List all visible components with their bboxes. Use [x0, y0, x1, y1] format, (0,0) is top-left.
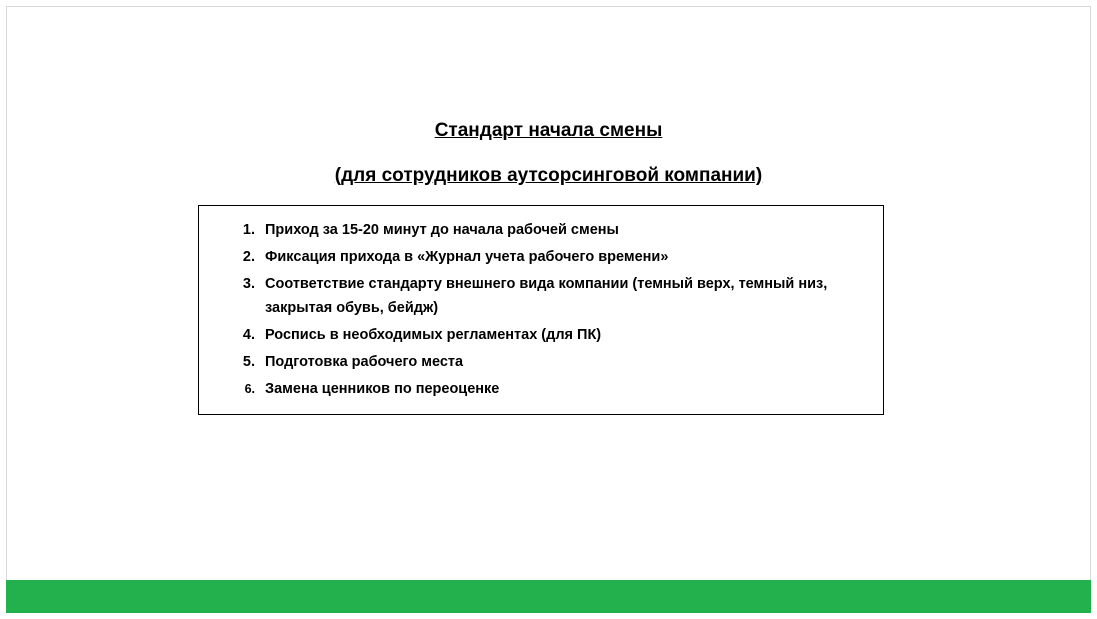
list-item: Соответствие стандарту внешнего вида компании (темный верх, темный низ, закрытая обувь, бейдж) — [265, 276, 828, 316]
list-item: Фиксация прихода в «Журнал учета рабочего времени» — [265, 249, 669, 265]
footer-accent-bar — [6, 580, 1091, 613]
list-item: Роспись в необходимых регламентах (для ПК) — [265, 327, 602, 343]
slide-left-edge — [6, 6, 7, 613]
slide-right-edge — [1090, 6, 1091, 613]
list-item: Подготовка рабочего места — [265, 354, 464, 370]
checklist — [209, 218, 873, 401]
slide-title-secondary: (для сотрудников аутсорсинговой компании) — [334, 165, 763, 186]
list-item: Замена ценников по переоценке — [265, 381, 500, 397]
checklist-box — [198, 205, 884, 415]
list-item: Приход за 15-20 минут до начала рабочей смены — [265, 222, 619, 238]
slide-top-edge — [6, 6, 1091, 7]
slide-title-primary: Стандарт начала смены — [434, 120, 663, 141]
slide-title-block — [0, 118, 1097, 189]
